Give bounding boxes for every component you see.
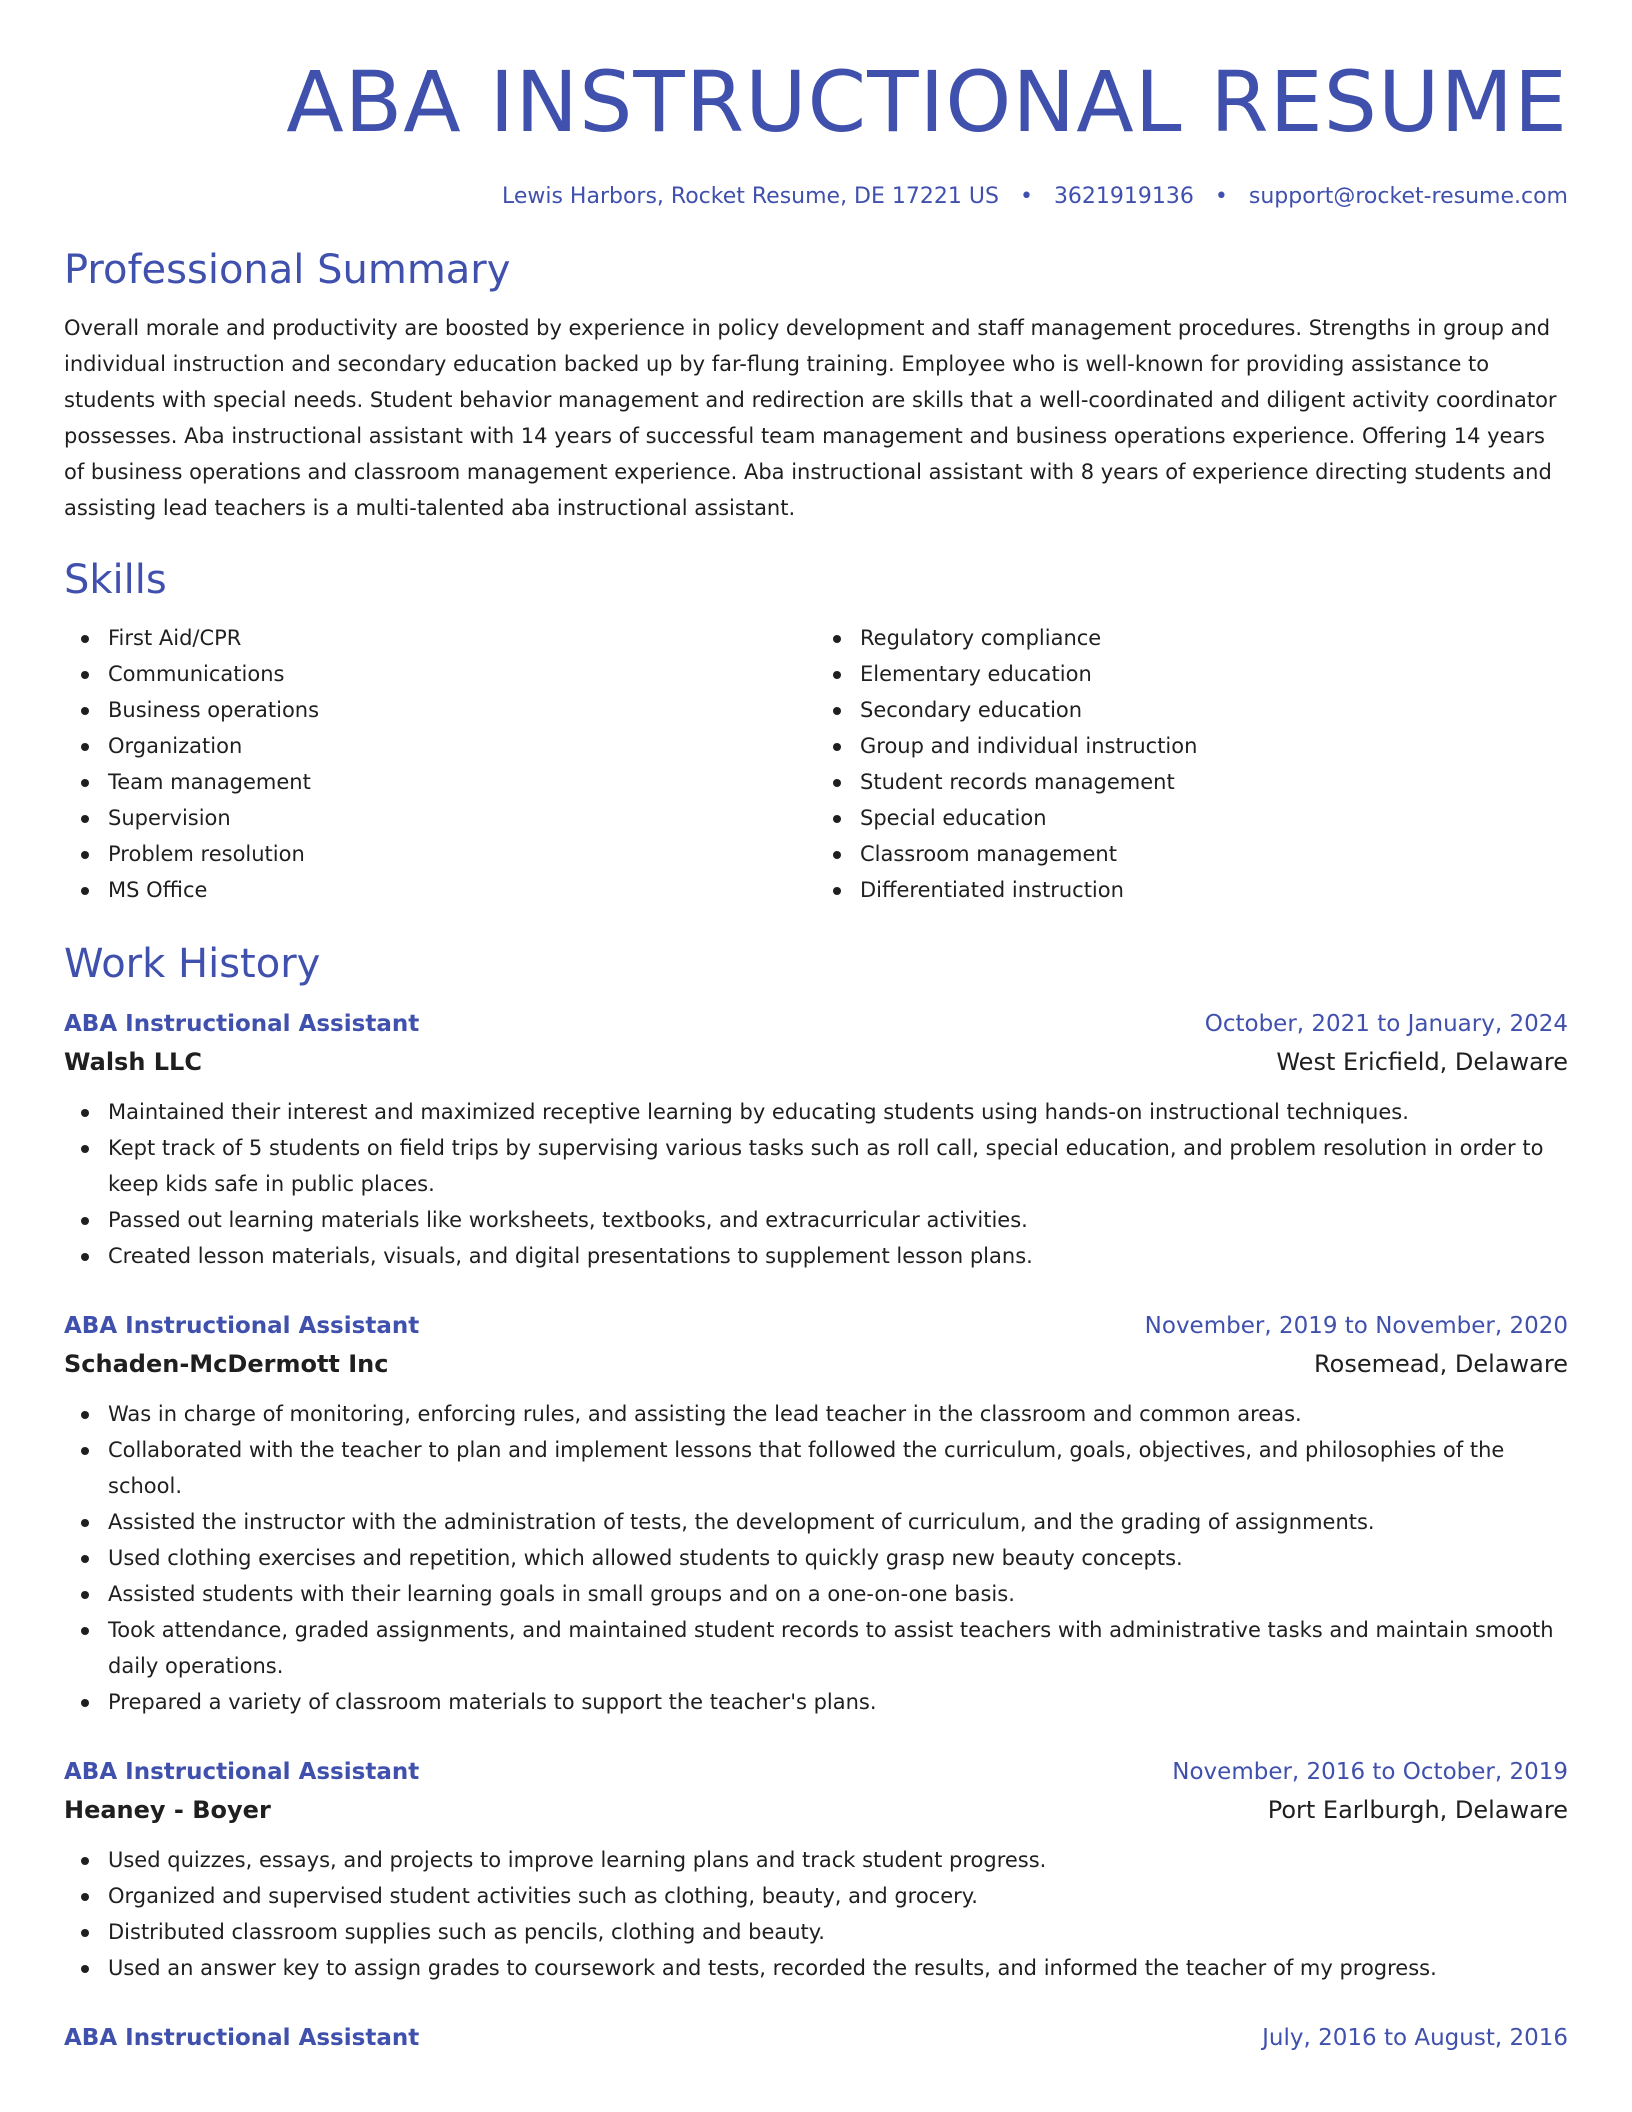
job-dates: November, 2019 to November, 2020 <box>1144 1313 1568 1339</box>
job-employer-row <box>64 1042 1568 1082</box>
skill-item: Problem resolution <box>108 836 816 872</box>
job-title: ABA Instructional Assistant <box>64 1759 420 1785</box>
job-duties <box>64 1842 1568 1986</box>
duty-item: Took attendance, graded assignments, and maintained student records to assist teachers with administrative tasks and maintain smooth daily operations. <box>108 1612 1568 1684</box>
resume-header <box>64 0 1568 212</box>
skills-column-left <box>64 620 816 908</box>
duty-item: Kept track of 5 students on field trips by supervising various tasks such as roll call, special education, and problem resolution in order to keep kids safe in public places. <box>108 1130 1568 1202</box>
skill-item: Group and individual instruction <box>860 728 1568 764</box>
skills-grid <box>64 620 1568 908</box>
resume-title: ABA INSTRUCTIONAL RESUME <box>286 53 1568 151</box>
job-dates: July, 2016 to August, 2016 <box>1262 2025 1568 2051</box>
contact-address: Lewis Harbors, Rocket Resume, DE 17221 US <box>501 184 999 209</box>
skills-heading: Skills <box>64 557 167 603</box>
job-title: ABA Instructional Assistant <box>64 1011 420 1037</box>
skill-item: Supervision <box>108 800 816 836</box>
work-history-section <box>64 936 1568 2056</box>
duty-item: Used quizzes, essays, and projects to improve learning plans and track student progress. <box>108 1842 1568 1878</box>
job-location: Rosemead, Delaware <box>1314 1350 1568 1378</box>
duty-item: Used an answer key to assign grades to coursework and tests, recorded the results, and informed the teacher of my progress. <box>108 1950 1568 1986</box>
job-header-row <box>64 1308 1568 1344</box>
contact-separator: • <box>1019 184 1033 209</box>
duty-item: Maintained their interest and maximized receptive learning by educating students using hands-on instructional techniques. <box>108 1094 1568 1130</box>
job-title: ABA Instructional Assistant <box>64 1313 420 1339</box>
skill-item: Team management <box>108 764 816 800</box>
job-header-row <box>64 1754 1568 1790</box>
job-entry <box>64 2020 1568 2056</box>
job-employer-row <box>64 1344 1568 1384</box>
contact-email: support@rocket-resume.com <box>1248 184 1568 209</box>
contact-separator: • <box>1214 184 1228 209</box>
job-dates: October, 2021 to January, 2024 <box>1204 1011 1568 1037</box>
duty-item: Created lesson materials, visuals, and digital presentations to supplement lesson plans. <box>108 1238 1568 1274</box>
duty-item: Assisted students with their learning goals in small groups and on a one-on-one basis. <box>108 1576 1568 1612</box>
work-history-heading: Work History <box>64 941 321 987</box>
skill-item: Regulatory compliance <box>860 620 1568 656</box>
summary-section <box>64 242 1568 526</box>
job-entry <box>64 1754 1568 1986</box>
skill-item: Communications <box>108 656 816 692</box>
duty-item: Prepared a variety of classroom materials to support the teacher's plans. <box>108 1684 1568 1720</box>
skill-item: Differentiated instruction <box>860 872 1568 908</box>
skill-item: Organization <box>108 728 816 764</box>
job-company: Walsh LLC <box>64 1048 202 1076</box>
skill-item: Business operations <box>108 692 816 728</box>
skill-item: First Aid/CPR <box>108 620 816 656</box>
job-location: West Ericfield, Delaware <box>1276 1048 1568 1076</box>
job-employer-row <box>64 1790 1568 1830</box>
job-duties <box>64 1396 1568 1720</box>
skill-item: MS Office <box>108 872 816 908</box>
contact-line <box>64 182 1568 212</box>
skill-item: Student records management <box>860 764 1568 800</box>
duty-item: Assisted the instructor with the administration of tests, the development of curriculum, and the grading of assignments. <box>108 1504 1568 1540</box>
duty-item: Was in charge of monitoring, enforcing rules, and assisting the lead teacher in the classroom and common areas. <box>108 1396 1568 1432</box>
contact-phone: 3621919136 <box>1053 184 1194 209</box>
job-company: Heaney - Boyer <box>64 1796 271 1824</box>
summary-text: Overall morale and productivity are boosted by experience in policy development and staff management procedures. Strengths in group and individual instruction and secondary education backed up by far-flung training. Employee who is well-known for providing assistance to students with special needs. Student behavior management and redirection are skills that a well-coordinated and diligent activity coordinator possesses. Aba instructional assistant with 14 years of successful team management and business operations experience. Offering 14 years of business operations and classroom management experience. Aba instructional assistant with 8 years of experience directing students and assisting lead teachers is a multi-talented aba instructional assistant. <box>64 316 1557 520</box>
duty-item: Distributed classroom supplies such as pencils, clothing and beauty. <box>108 1914 1568 1950</box>
job-duties <box>64 1094 1568 1274</box>
skill-item: Elementary education <box>860 656 1568 692</box>
job-entry <box>64 1006 1568 1274</box>
skill-item: Special education <box>860 800 1568 836</box>
job-header-row <box>64 1006 1568 1042</box>
job-header-row <box>64 2020 1568 2056</box>
duty-item: Passed out learning materials like worksheets, textbooks, and extracurricular activities. <box>108 1202 1568 1238</box>
duty-item: Collaborated with the teacher to plan and implement lessons that followed the curriculum, goals, objectives, and philosophies of the school. <box>108 1432 1568 1504</box>
job-entry <box>64 1308 1568 1720</box>
skills-section <box>64 552 1568 908</box>
job-title: ABA Instructional Assistant <box>64 2025 420 2051</box>
job-company: Schaden-McDermott Inc <box>64 1350 389 1378</box>
skill-item: Classroom management <box>860 836 1568 872</box>
summary-heading: Professional Summary <box>64 247 511 293</box>
job-dates: November, 2016 to October, 2019 <box>1172 1759 1568 1785</box>
duty-item: Used clothing exercises and repetition, which allowed students to quickly grasp new beauty concepts. <box>108 1540 1568 1576</box>
skills-column-right <box>816 620 1568 908</box>
job-location: Port Earlburgh, Delaware <box>1267 1796 1568 1824</box>
skill-item: Secondary education <box>860 692 1568 728</box>
duty-item: Organized and supervised student activities such as clothing, beauty, and grocery. <box>108 1878 1568 1914</box>
